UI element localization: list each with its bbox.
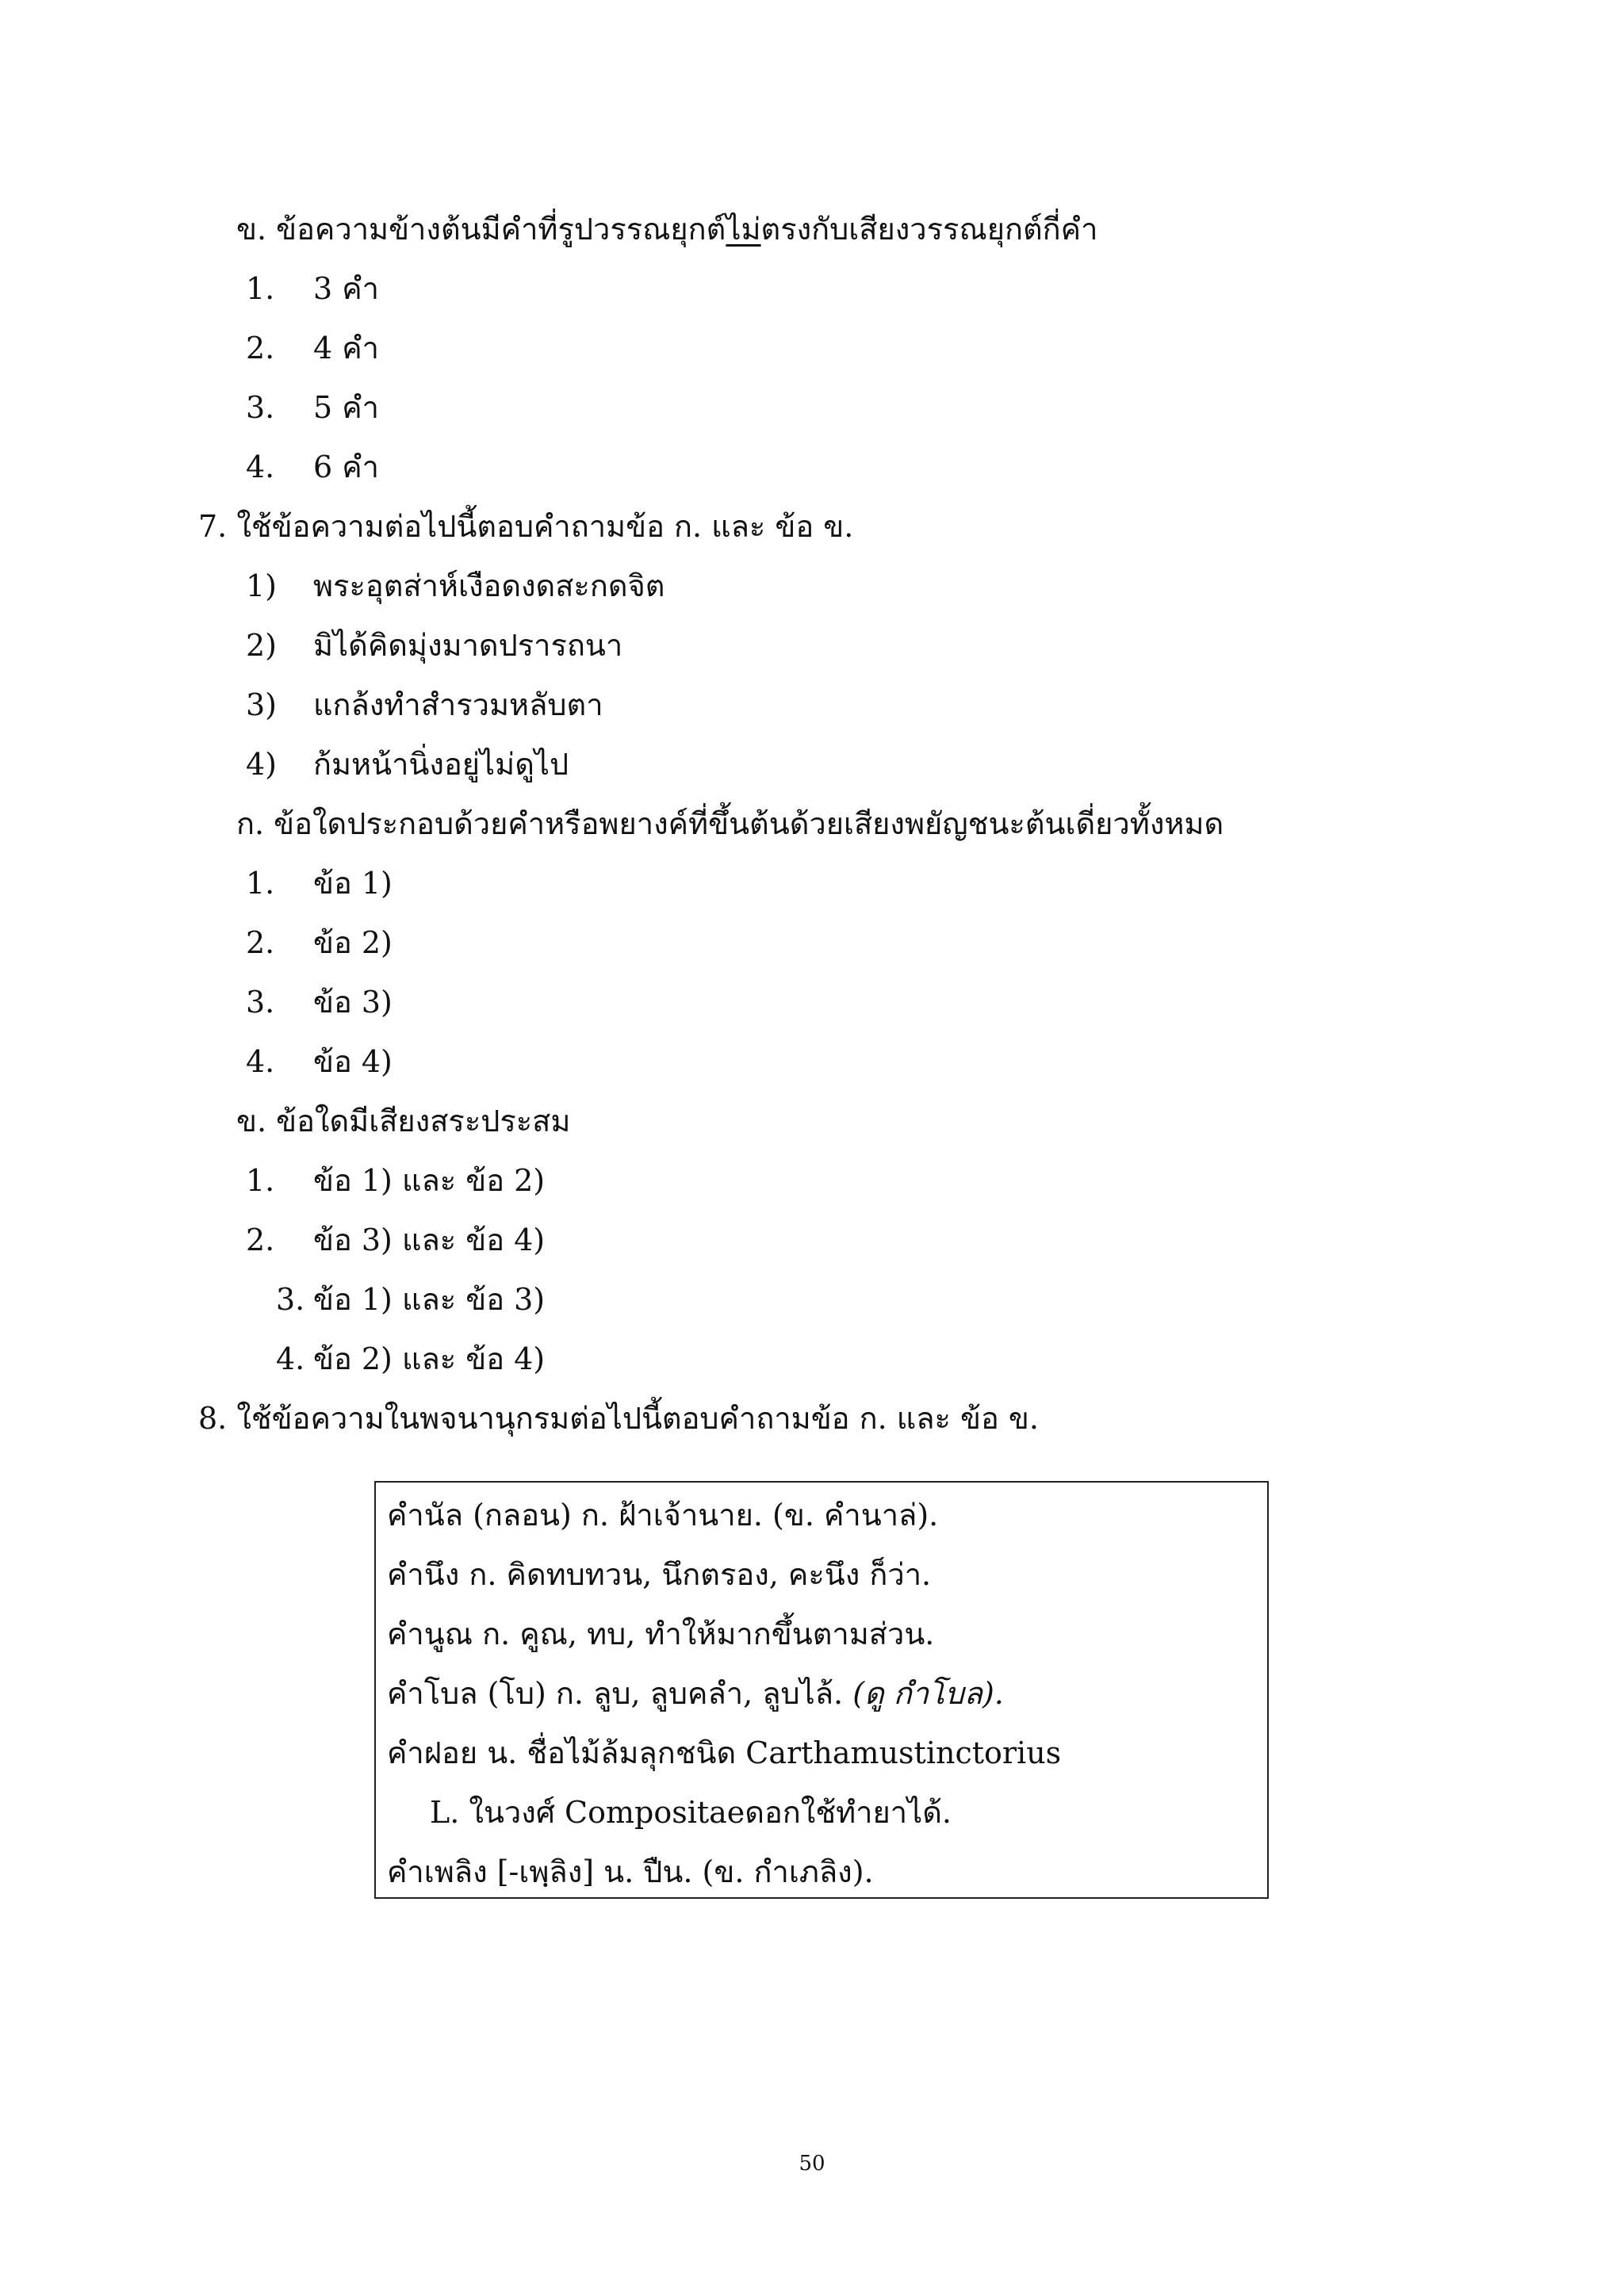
option-number: 2. bbox=[246, 331, 275, 365]
verse-text: แกล้งทำสำรวมหลับตา bbox=[313, 687, 603, 722]
option-text: 3 คำ bbox=[313, 271, 380, 306]
option-text: ข้อ 1) และ ข้อ 2) bbox=[313, 1163, 546, 1198]
option-number: 2. bbox=[246, 1223, 275, 1257]
option-text: 4 คำ bbox=[313, 331, 380, 365]
option-number: 2. bbox=[246, 925, 275, 960]
dictionary-entry-continuation: L. ในวงศ์ Compositaeดอกใช้ทำยาได้. bbox=[430, 1795, 952, 1830]
page-number: 50 bbox=[799, 2152, 825, 2175]
question-6b-stem-before: ข. ข้อความข้างต้นมีคำที่รูปวรรณยุกต์ bbox=[236, 212, 726, 247]
dictionary-entry: คำนึง ก. คิดทบทวน, นึกตรอง, คะนึง ก็ว่า. bbox=[387, 1557, 932, 1592]
option-text: ข้อ 1) bbox=[313, 866, 393, 901]
question-7a-stem: ก. ข้อใดประกอบด้วยคำหรือพยางค์ที่ขึ้นต้นด้วยเสียงพยัญชนะต้นเดี่ยวทั้งหมด bbox=[236, 806, 1224, 841]
option-number: 3. bbox=[246, 985, 275, 1020]
question-6b-stem-after: ตรงกับเสียงวรรณยุกต์กี่คำ bbox=[760, 212, 1098, 247]
option-text: ข้อ 2) และ ข้อ 4) bbox=[313, 1341, 546, 1376]
verse-text: พระอุตส่าห์เงือดงดสะกดจิต bbox=[313, 568, 665, 603]
verse-number: 3) bbox=[246, 687, 278, 722]
option-number: 3. bbox=[276, 1282, 305, 1317]
verse-text: ก้มหน้านิ่งอยู่ไม่ดูไป bbox=[313, 747, 569, 782]
question-7-stem: 7. ใช้ข้อความต่อไปนี้ตอบคำถามข้อ ก. และ ข้อ ข. bbox=[198, 509, 854, 544]
option-text: 6 คำ bbox=[313, 450, 380, 484]
option-text: ข้อ 2) bbox=[313, 925, 393, 960]
verse-number: 1) bbox=[246, 568, 278, 603]
dictionary-entry: คำนูณ ก. คูณ, ทบ, ทำให้มากขึ้นตามส่วน. bbox=[387, 1617, 935, 1651]
option-text: 5 คำ bbox=[313, 390, 380, 425]
option-number: 4. bbox=[246, 1044, 275, 1079]
dictionary-cross-reference: (ดู กำโบล). bbox=[852, 1676, 1004, 1711]
option-text: ข้อ 3) bbox=[313, 985, 393, 1020]
dictionary-entry: คำเพลิง [-เพฺลิง] น. ปืน. (ข. กำเภลิง). bbox=[387, 1854, 874, 1889]
option-number: 1. bbox=[246, 866, 275, 901]
question-7b-stem: ข. ข้อใดมีเสียงสระประสม bbox=[236, 1104, 571, 1138]
option-number: 3. bbox=[246, 390, 275, 425]
option-text: ข้อ 3) และ ข้อ 4) bbox=[313, 1223, 546, 1257]
question-8-stem: 8. ใช้ข้อความในพจนานุกรมต่อไปนี้ตอบคำถามข้อ ก. และ ข้อ ข. bbox=[198, 1401, 1039, 1436]
dictionary-entry bbox=[387, 1678, 1004, 1709]
option-number: 4. bbox=[246, 450, 275, 484]
option-text: ข้อ 4) bbox=[313, 1044, 393, 1079]
dictionary-entry: คำฝอย น. ชื่อไม้ล้มลุกชนิด Carthamustinctorius bbox=[387, 1735, 1062, 1770]
dictionary-entry: คำนัล (กลอน) ก. ฝ้าเจ้านาย. (ข. คำนาล่). bbox=[387, 1498, 939, 1533]
verse-text: มิได้คิดมุ่งมาดปรารถนา bbox=[313, 628, 623, 663]
dictionary-entry-text: คำโบล (โบ) ก. ลูบ, ลูบคลำ, ลูบไล้. bbox=[387, 1676, 853, 1711]
question-6b-stem-underlined: ไม่ bbox=[726, 212, 761, 247]
verse-number: 4) bbox=[246, 747, 278, 782]
option-number: 1. bbox=[246, 271, 275, 306]
question-6b-stem bbox=[236, 212, 1098, 247]
option-number: 1. bbox=[246, 1163, 275, 1198]
verse-number: 2) bbox=[246, 628, 278, 663]
dictionary-excerpt-box bbox=[374, 1481, 1269, 1899]
option-number: 4. bbox=[276, 1341, 305, 1376]
option-text: ข้อ 1) และ ข้อ 3) bbox=[313, 1282, 546, 1317]
